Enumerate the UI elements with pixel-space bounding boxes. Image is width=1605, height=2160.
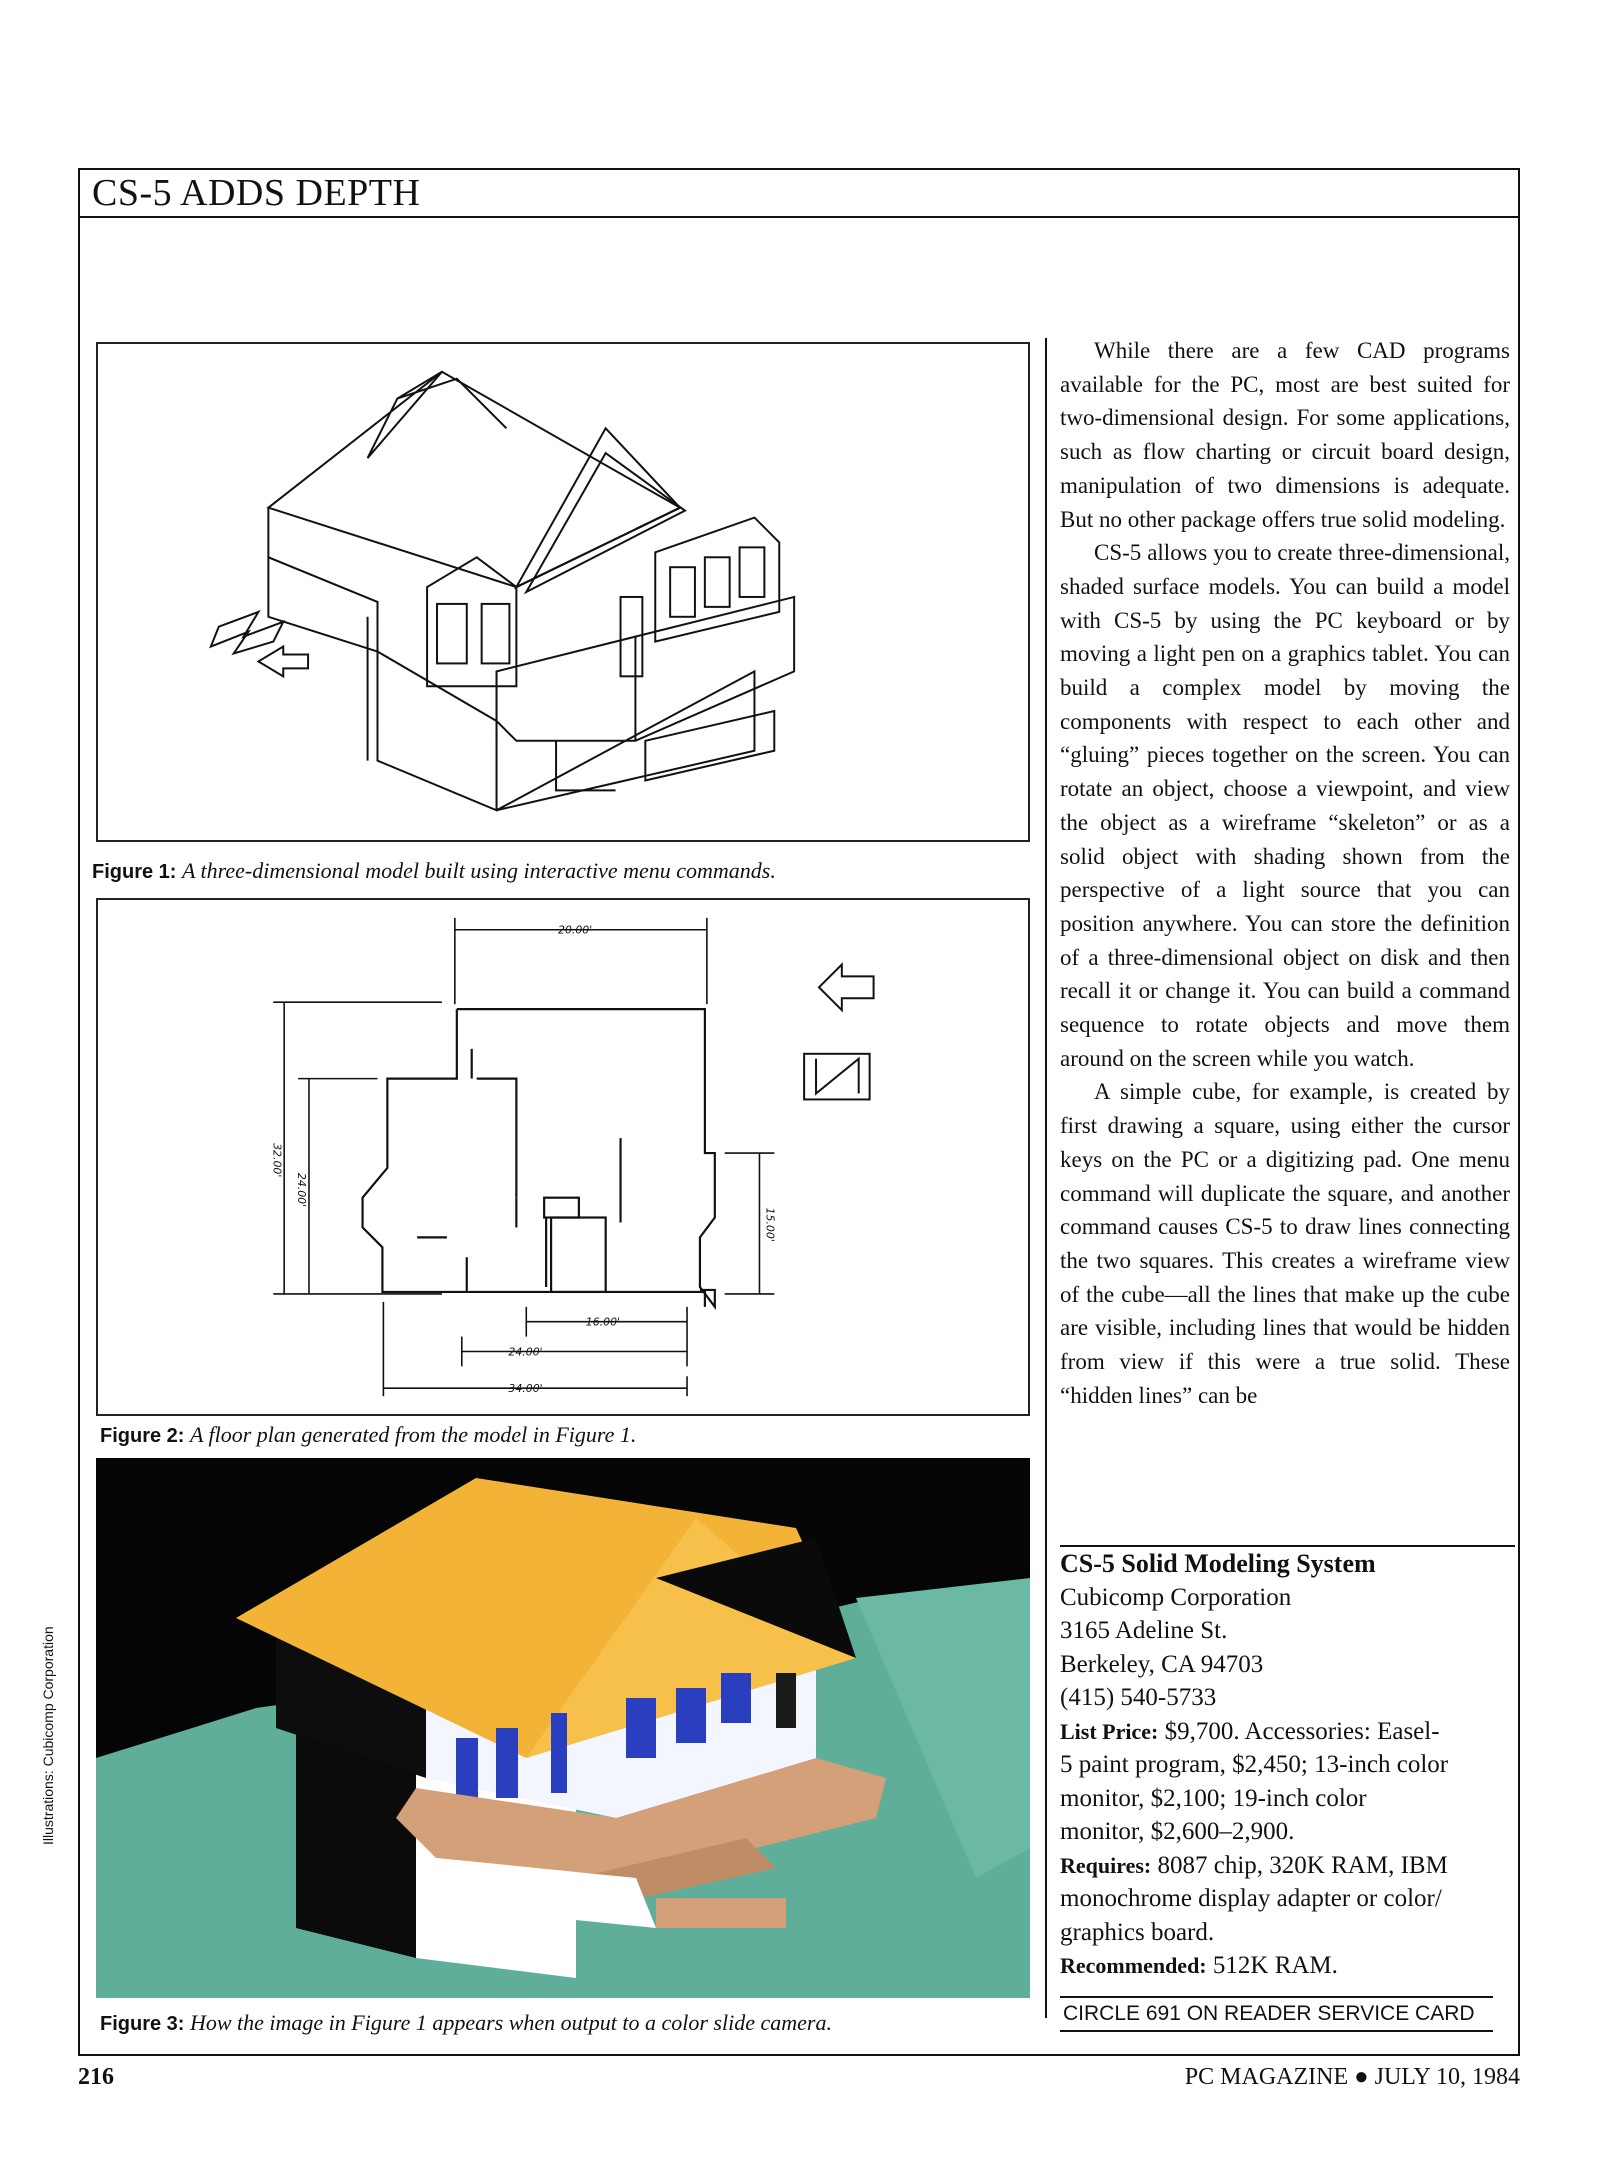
dim-left-inner: 24.00' (295, 1172, 309, 1208)
magazine-footer: PC MAGAZINE ● JULY 10, 1984 (1184, 2064, 1520, 2090)
dim-right: 15.00' (763, 1207, 777, 1242)
article-paragraph: A simple cube, for example, is created by first drawing a square, using either the cursor keys on the PC or a digitizing pad. One menu command will duplicate the square, and another command causes CS-5 to draw lines connecting the two squares. This creates a wireframe view of the cube—all the lines that make up the cube are visible, including lines that would be hidden from view if this were a true solid. These “hidden lines” can be (1060, 1079, 1510, 1408)
dim-bottom-3: 34.00' (508, 1382, 543, 1396)
figure-3 (96, 1458, 1030, 1998)
dim-left-outer: 32.00' (270, 1143, 284, 1178)
figure-1-wireframe (98, 344, 1028, 840)
figure-2 (96, 898, 1030, 1416)
figure-3-caption: Figure 3: How the image in Figure 1 appears when output to a color slide camera. (100, 2010, 832, 2035)
product-spec-box (1060, 1545, 1515, 1983)
dim-top: 20.00' (558, 923, 593, 937)
company-name: Cubicomp Corporation (1060, 1583, 1292, 1611)
price-line: monitor, $2,100; 19-inch color (1060, 1784, 1367, 1812)
reader-service-note: CIRCLE 691 ON READER SERVICE CARD (1060, 1996, 1493, 2032)
article-body (1060, 334, 1510, 1413)
requires-line: monochrome display adapter or color/ (1060, 1885, 1442, 1912)
address-line-1: 3165 Adeline St. (1060, 1617, 1228, 1644)
page-number: 216 (78, 2064, 114, 2090)
figure-2-floor-plan (98, 900, 1028, 1414)
address-line-2: Berkeley, CA 94703 (1060, 1650, 1264, 1678)
article-paragraph: CS-5 allows you to create three-dimensional, shaded surface models. You can build a model with CS-5 by using the PC keyboard or by moving a light pen on a graphics tablet. You can build a complex model by moving the components with respect to each other and “gluing” pieces together on the screen. You can rotate an object, choose a viewpoint, and view the object as a wireframe “skeleton” or as a solid object with shading shown from the perspective of a light source that you can position anywhere. You can store the definition of a three-dimensional object on disk and then recall it or change it. You can build a command sequence to rotate objects and move them around on the screen while you watch. (1060, 540, 1510, 1071)
requires-line: Requires: 8087 chip, 320K RAM, IBM (1060, 1851, 1448, 1879)
page-title: CS-5 ADDS DEPTH (92, 172, 421, 214)
dim-bottom-2: 24.00' (508, 1345, 543, 1359)
phone-number: (415) 540-5733 (1060, 1684, 1217, 1711)
figure-2-caption: Figure 2: A floor plan generated from the model in Figure 1. (100, 1422, 637, 1447)
figure-1-caption: Figure 1: A three-dimensional model built using interactive menu commands. (92, 858, 776, 883)
price-line: monitor, $2,600–2,900. (1060, 1818, 1295, 1845)
figure-3-shaded-render (96, 1458, 1030, 1998)
article-paragraph: While there are a few CAD programs available for the PC, most are best suited for two-dimensional design. For some applications, such as flow charting or circuit board design, manipulation of two dimensions is adequate. But no other package offers true solid modeling. (1060, 338, 1510, 532)
article-header (78, 168, 1520, 218)
north-arrow-icon (211, 612, 308, 676)
north-arrow-icon (804, 964, 873, 1099)
recommended-line: Recommended: 512K RAM. (1060, 1952, 1338, 1979)
illustration-credit: Illustrations: Cubicomp Corporation (40, 1626, 56, 1845)
column-rule (1045, 338, 1047, 2018)
price-line: List Price: $9,700. Accessories: Easel- (1060, 1717, 1440, 1745)
price-line: 5 paint program, $2,450; 13-inch color (1060, 1751, 1449, 1778)
requires-line: graphics board. (1060, 1918, 1215, 1946)
dim-bottom-1: 16.00' (585, 1315, 621, 1329)
product-name: CS-5 Solid Modeling System (1060, 1549, 1376, 1578)
figure-1 (96, 342, 1030, 842)
